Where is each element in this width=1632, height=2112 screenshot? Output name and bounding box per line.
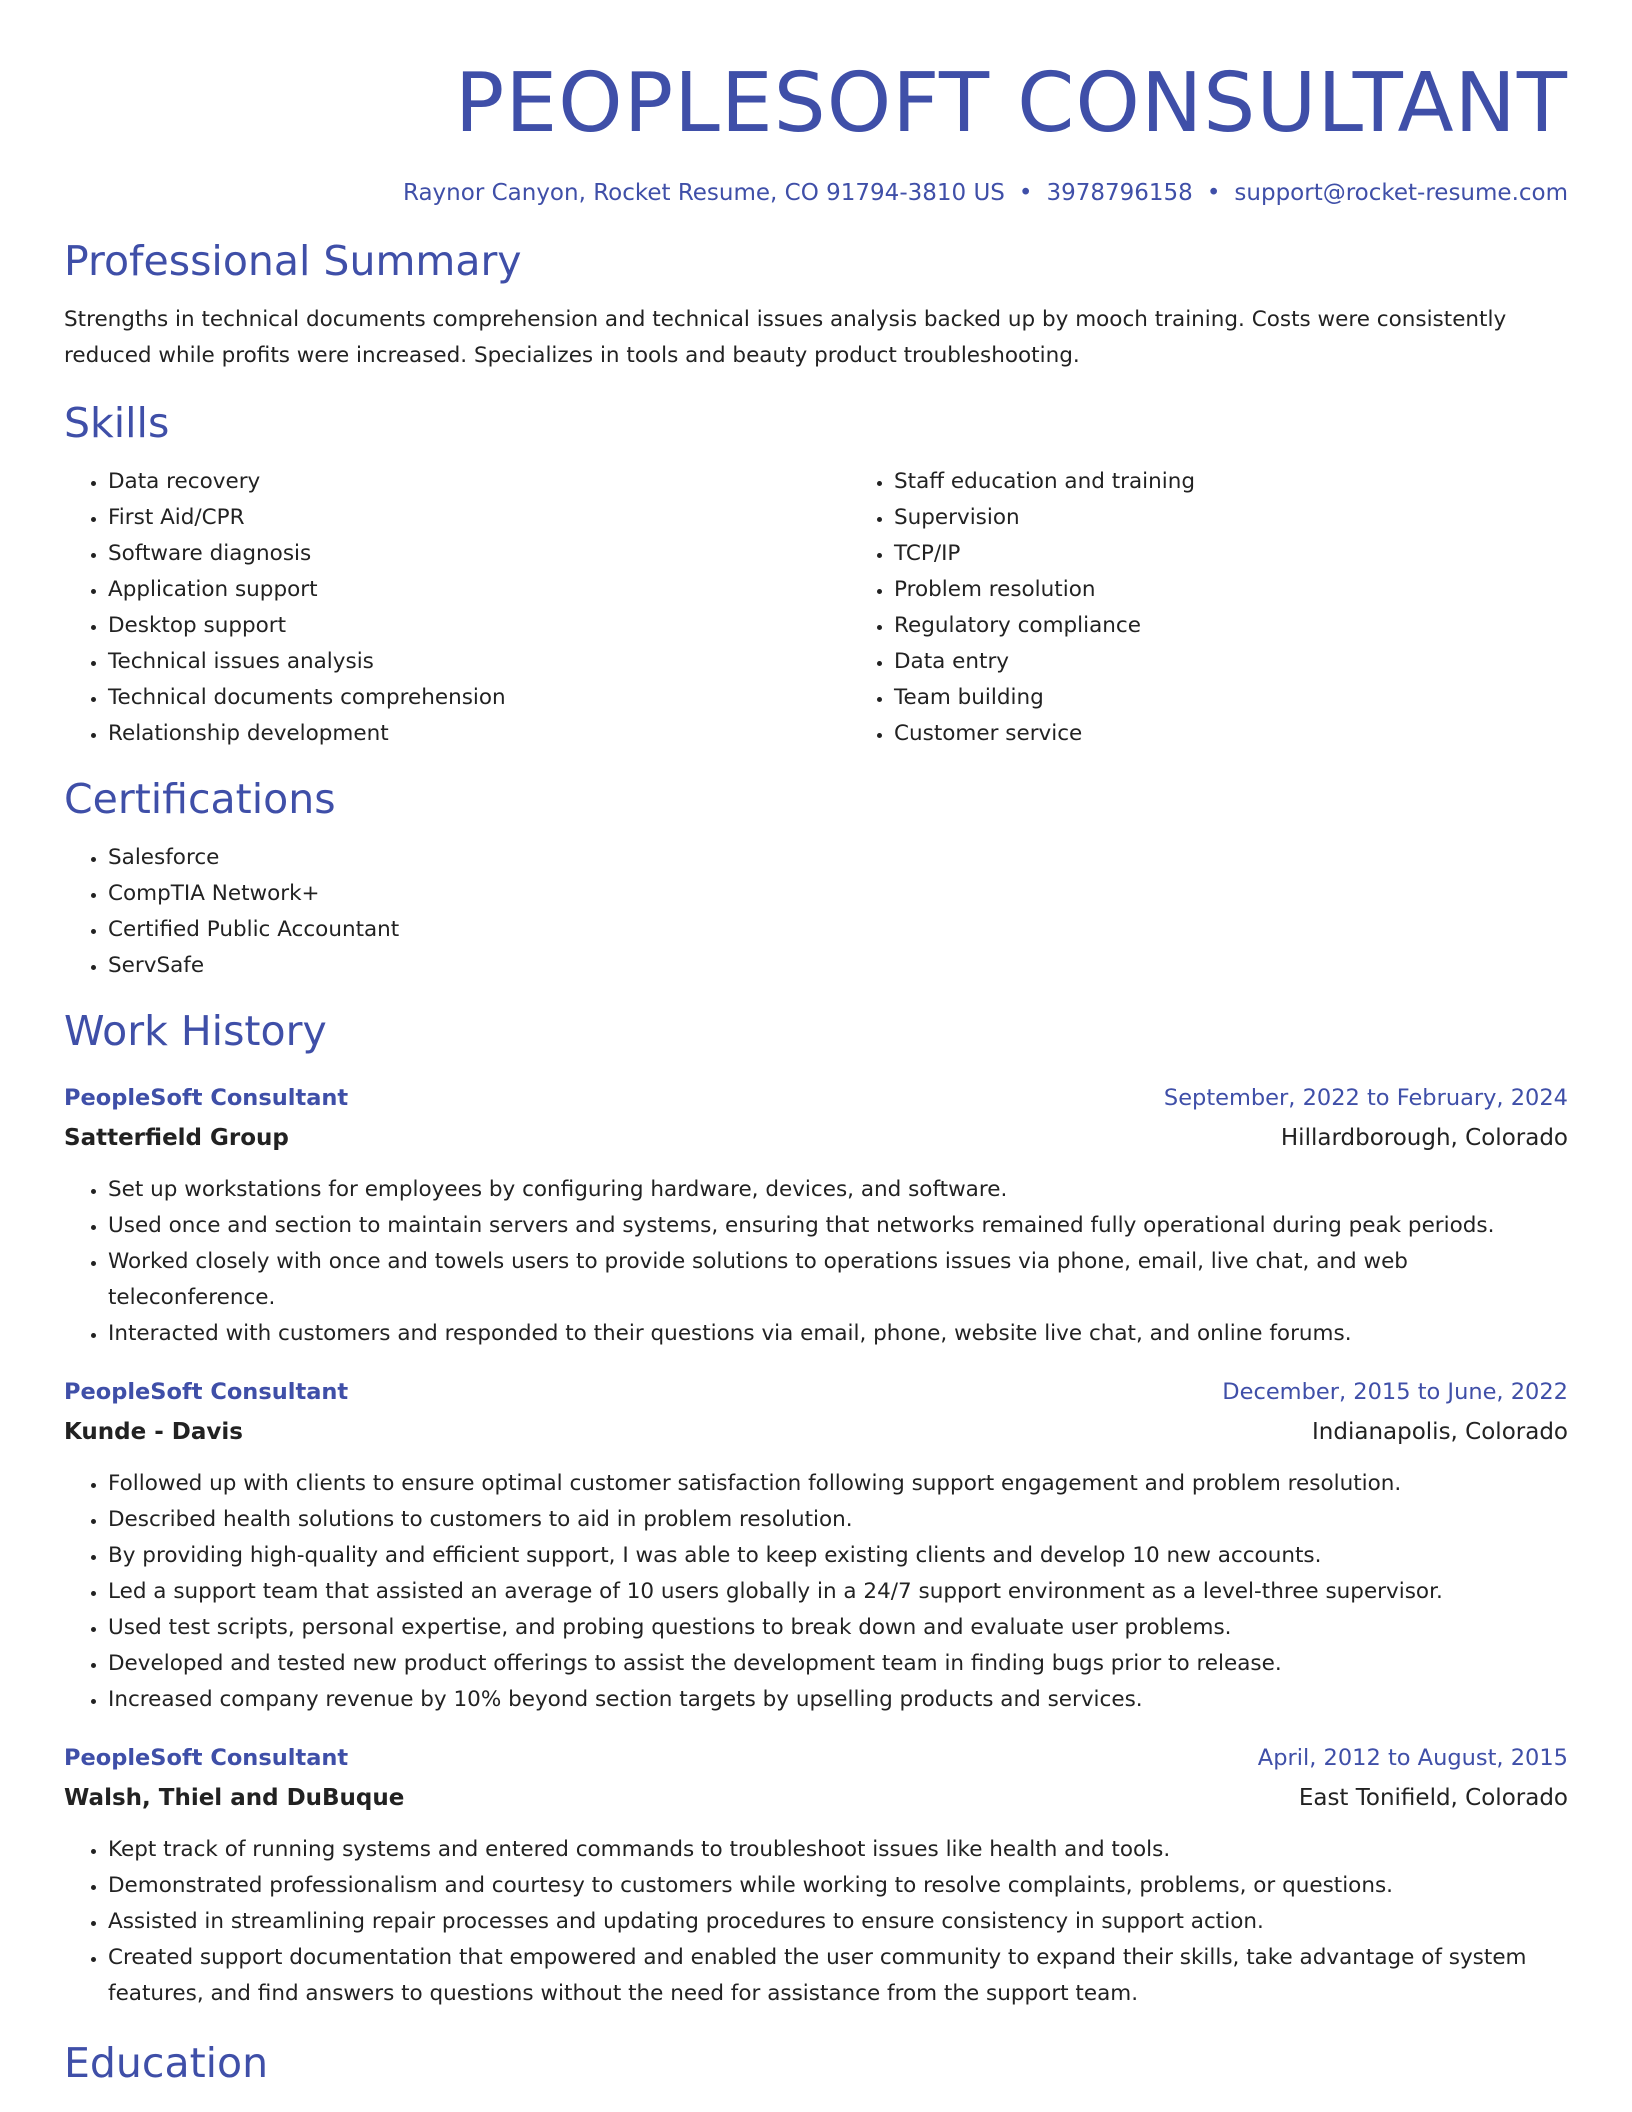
skill-item: • Staff education and training <box>894 464 1632 500</box>
skill-item: • Software diagnosis <box>108 536 850 572</box>
job-bullet: • Interacted with customers and responded to their questions via email, phone, website live chat, and online forums. <box>108 1316 1568 1352</box>
job-company: Walsh, Thiel and DuBuque <box>64 1785 405 1811</box>
resume-page <box>64 0 1568 2090</box>
summary-text: Strengths in technical documents comprehension and technical issues analysis backed up by mooch training. Costs were consistently reduced while profits were increased. Specializes in tools and beauty product troubleshooting. <box>64 307 1507 368</box>
skills-list-right <box>850 464 1632 752</box>
job-location: Indianapolis, Colorado <box>1312 1419 1568 1445</box>
job-bullet: • Used test scripts, personal expertise, and probing questions to break down and evaluate user problems. <box>108 1610 1568 1646</box>
contact-separator: • <box>1206 180 1221 206</box>
skill-item: • Data recovery <box>108 464 850 500</box>
job-title: PeopleSoft Consultant <box>64 1745 349 1771</box>
skill-item: • Data entry <box>894 644 1632 680</box>
job-bullet: • Demonstrated professionalism and courtesy to customers while working to resolve complaints, problems, or questions. <box>108 1868 1568 1904</box>
skill-item: • Application support <box>108 572 850 608</box>
certifications-heading: Certifications <box>64 775 336 823</box>
job-bullets <box>64 1466 1568 1718</box>
job-bullet: • Kept track of running systems and entered commands to troubleshoot issues like health and tools. <box>108 1832 1568 1868</box>
job-bullet: • Increased company revenue by 10% beyond section targets by upselling products and services. <box>108 1682 1568 1718</box>
skill-item: • Team building <box>894 680 1632 716</box>
contact-address: Raynor Canyon, Rocket Resume, CO 91794-3810 US <box>402 180 1005 206</box>
resume-title: PEOPLESOFT CONSULTANT <box>454 56 1568 151</box>
education-heading: Education <box>64 2039 269 2087</box>
certifications-list <box>64 840 1568 984</box>
job-dates: April, 2012 to August, 2015 <box>1257 1745 1568 1771</box>
job-company-row <box>64 1116 1568 1156</box>
certification-item: • ServSafe <box>108 948 1568 984</box>
skill-item: • First Aid/CPR <box>108 500 850 536</box>
skill-item: • Relationship development <box>108 716 850 752</box>
job-title: PeopleSoft Consultant <box>64 1379 349 1405</box>
job-entry <box>64 1740 1568 2012</box>
job-bullets <box>64 1172 1568 1352</box>
skill-item: • Technical issues analysis <box>108 644 850 680</box>
job-dates: September, 2022 to February, 2024 <box>1163 1085 1568 1111</box>
job-location: East Tonifield, Colorado <box>1298 1785 1568 1811</box>
job-bullet: • Developed and tested new product offerings to assist the development team in finding bugs prior to release. <box>108 1646 1568 1682</box>
contact-email: support@rocket-resume.com <box>1234 180 1568 206</box>
work-history-heading: Work History <box>64 1007 327 1055</box>
contact-separator: • <box>1018 180 1033 206</box>
job-bullet: • Created support documentation that empowered and enabled the user community to expand their skills, take advantage of system features, and find answers to questions without the need for assistance from the support team. <box>108 1940 1568 2012</box>
job-location: Hillardborough, Colorado <box>1280 1125 1568 1151</box>
job-bullet: • Described health solutions to customers to aid in problem resolution. <box>108 1502 1568 1538</box>
skills-columns <box>64 450 1568 752</box>
skill-item: • Customer service <box>894 716 1632 752</box>
job-bullet: • Followed up with clients to ensure optimal customer satisfaction following support engagement and problem resolution. <box>108 1466 1568 1502</box>
skill-item: • Regulatory compliance <box>894 608 1632 644</box>
job-bullet: • Assisted in streamlining repair processes and updating procedures to ensure consistency in support action. <box>108 1904 1568 1940</box>
contact-phone: 3978796158 <box>1046 180 1193 206</box>
job-header-row <box>64 1080 1568 1116</box>
job-company-row <box>64 1776 1568 1816</box>
job-title: PeopleSoft Consultant <box>64 1085 349 1111</box>
skill-item: • Technical documents comprehension <box>108 680 850 716</box>
job-entry <box>64 1374 1568 1718</box>
job-entry <box>64 1080 1568 1352</box>
certification-item: • Salesforce <box>108 840 1568 876</box>
job-bullet: • Led a support team that assisted an average of 10 users globally in a 24/7 support environment as a level-three supervisor. <box>108 1574 1568 1610</box>
job-bullet: • Set up workstations for employees by configuring hardware, devices, and software. <box>108 1172 1568 1208</box>
job-header-row <box>64 1374 1568 1410</box>
job-company-row <box>64 1410 1568 1450</box>
job-bullet: • By providing high-quality and efficient support, I was able to keep existing clients and develop 10 new accounts. <box>108 1538 1568 1574</box>
summary-heading: Professional Summary <box>64 237 522 285</box>
job-company: Kunde - Davis <box>64 1419 243 1445</box>
job-dates: December, 2015 to June, 2022 <box>1222 1379 1568 1405</box>
skill-item: • TCP/IP <box>894 536 1632 572</box>
job-header-row <box>64 1740 1568 1776</box>
skill-item: • Supervision <box>894 500 1632 536</box>
job-bullet: • Worked closely with once and towels users to provide solutions to operations issues via phone, email, live chat, and web teleconference. <box>108 1244 1568 1316</box>
skills-list-left <box>64 464 850 752</box>
skills-heading: Skills <box>64 399 170 447</box>
job-bullet: • Used once and section to maintain servers and systems, ensuring that networks remained fully operational during peak periods. <box>108 1208 1568 1244</box>
skill-item: • Desktop support <box>108 608 850 644</box>
certification-item: • CompTIA Network+ <box>108 876 1568 912</box>
skill-item: • Problem resolution <box>894 572 1632 608</box>
contact-line <box>64 178 1568 208</box>
job-company: Satterfield Group <box>64 1125 289 1151</box>
job-bullets <box>64 1832 1568 2012</box>
certification-item: • Certified Public Accountant <box>108 912 1568 948</box>
